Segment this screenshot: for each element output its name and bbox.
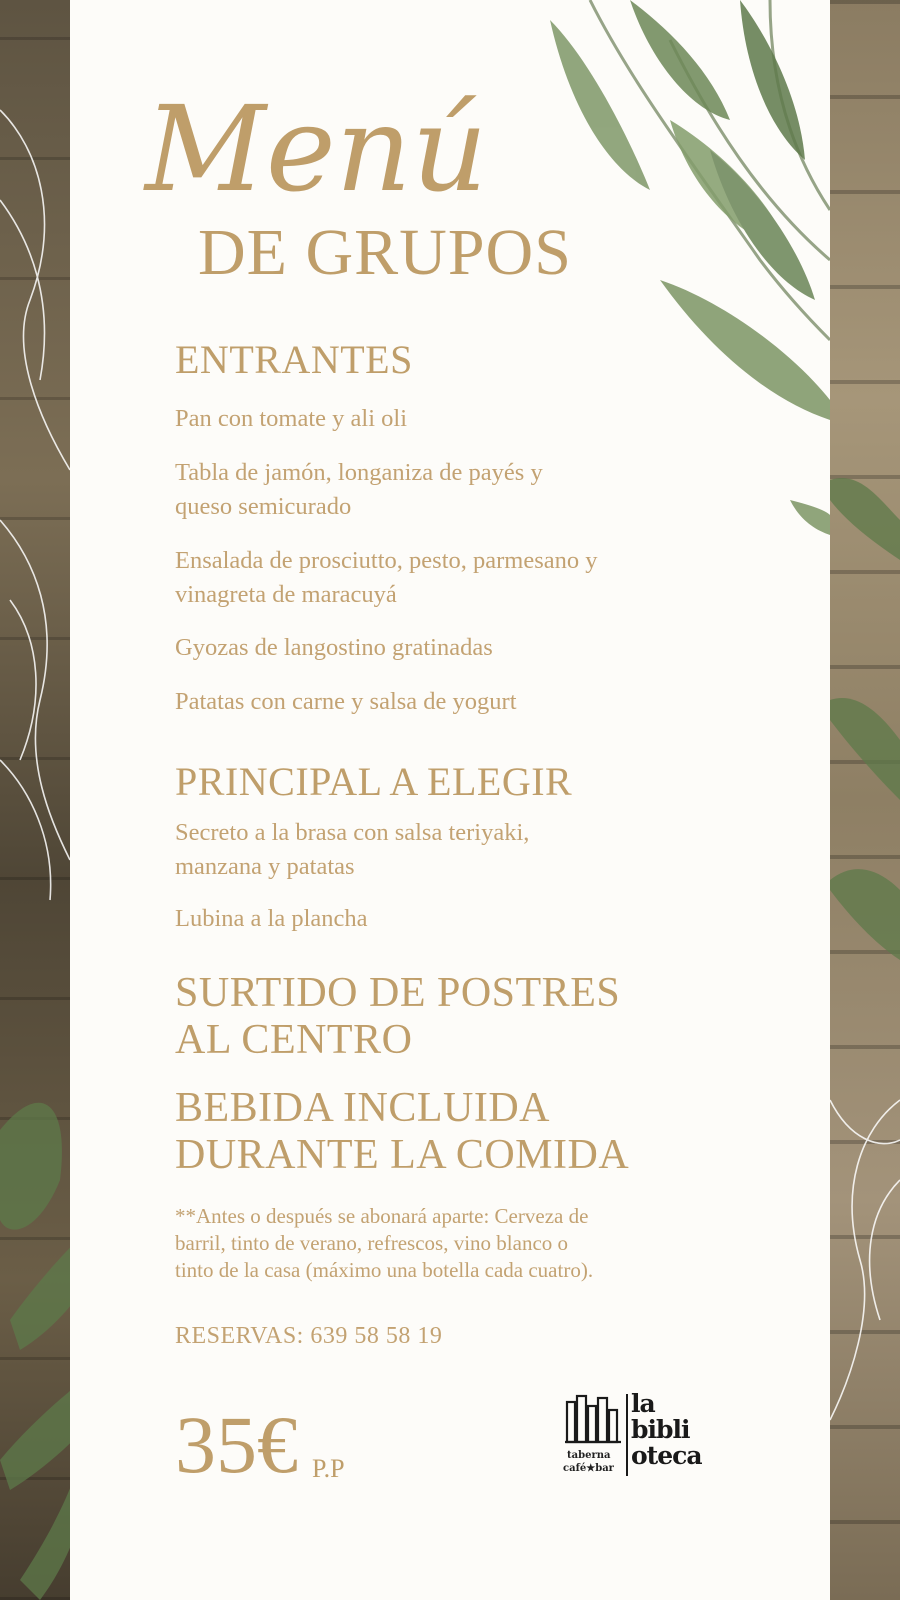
- price-unit: P.P: [312, 1454, 345, 1483]
- menu-item: queso semicurado: [175, 493, 352, 520]
- menu-item: Pan con tomate y ali oli: [175, 405, 408, 432]
- menu-item: manzana y patatas: [175, 853, 355, 880]
- drinks-note: [175, 1203, 715, 1284]
- logo-la: la: [631, 1389, 655, 1418]
- logo-divider: [626, 1394, 628, 1476]
- bookshelf-icon: [563, 1390, 623, 1450]
- section-heading-postres: [175, 970, 620, 1064]
- menu-item: Ensalada de prosciutto, pesto, parmesano y: [175, 547, 598, 574]
- restaurant-logo: [563, 1390, 723, 1480]
- note-line-2: barril, tinto de verano, refrescos, vino blanco o: [175, 1231, 569, 1255]
- section-heading-principal: PRINCIPAL A ELEGIR: [175, 759, 573, 804]
- menu-item: Secreto a la brasa con salsa teriyaki,: [175, 819, 530, 846]
- section-heading-bebida: [175, 1085, 629, 1179]
- reservation-phone[interactable]: RESERVAS: 639 58 58 19: [175, 1323, 443, 1349]
- note-line-1: **Antes o después se abonará aparte: Cerveza de: [175, 1204, 589, 1228]
- bebida-line-2: DURANTE LA COMIDA: [175, 1132, 630, 1178]
- menu-item: Gyozas de langostino gratinadas: [175, 634, 493, 661]
- logo-cafe-bar: café★bar: [563, 1463, 614, 1474]
- logo-oteca: oteca: [631, 1441, 702, 1470]
- logo-bibli: bibli: [631, 1415, 690, 1444]
- menu-script-title: [135, 60, 495, 240]
- section-heading-entrantes: ENTRANTES: [175, 337, 413, 382]
- bebida-line-1: BEBIDA INCLUIDA: [175, 1085, 550, 1131]
- note-line-3: tinto de la casa (máximo una botella cada cuatro).: [175, 1258, 594, 1282]
- menu-item: vinagreta de maracuyá: [175, 581, 397, 608]
- price: [175, 1398, 345, 1492]
- page-title: DE GRUPOS: [198, 216, 572, 289]
- menu-script-text: Menú: [145, 80, 488, 218]
- menu-item: Lubina a la plancha: [175, 905, 368, 932]
- menu-item: Patatas con carne y salsa de yogurt: [175, 688, 517, 715]
- logo-taberna: taberna: [567, 1450, 611, 1461]
- price-amount: 35€: [175, 1399, 298, 1490]
- postres-line-1: SURTIDO DE POSTRES: [175, 970, 621, 1016]
- postres-line-2: AL CENTRO: [175, 1017, 413, 1063]
- menu-item: Tabla de jamón, longaniza de payés y: [175, 459, 543, 486]
